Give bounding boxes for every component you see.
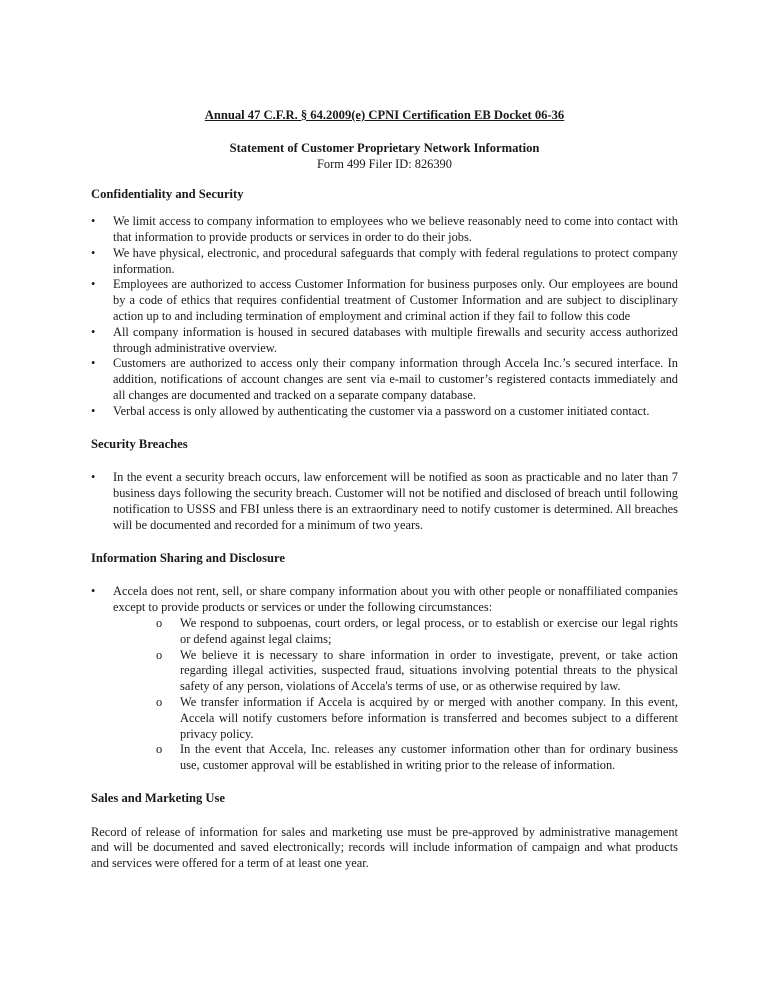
bullet-icon: •	[91, 356, 96, 371]
list-item-text: Verbal access is only allowed by authenticating the customer via a password on a customer initiated contact.	[113, 403, 650, 418]
bullet-icon: •	[91, 470, 96, 485]
document-page	[91, 108, 678, 872]
list-item	[91, 356, 678, 403]
sub-list-item	[113, 648, 678, 695]
list-item-text: We have physical, electronic, and procedural safeguards that comply with federal regulations to protect company information.	[113, 245, 678, 276]
list-item-text: We limit access to company information to employees who we believe reasonably need to come into contact with that information to provide products or services in order to do their jobs.	[113, 214, 678, 244]
bullet-icon: •	[91, 403, 96, 418]
list-item-text: In the event a security breach occurs, law enforcement will be notified as soon as practicable and no later than 7 business days following the security breach. Customer will not be notified and disclosed of breach until following notification to USSS and FBI unless there is an extraordinary need to notify customer is determined. All breaches will be documented and recorded for a minimum of two years.	[113, 470, 678, 532]
heading-information-sharing: Information Sharing and Disclosure	[91, 550, 285, 565]
sub-list-item	[113, 695, 678, 742]
list-item	[91, 404, 678, 420]
filer-id: Form 499 Filer ID: 826390	[317, 156, 452, 171]
list-item-text: Accela does not rent, sell, or share company information about you with other people or nonaffiliated companies except to provide products or services or under the following circumstances:	[113, 584, 678, 615]
document-title: Annual 47 C.F.R. § 64.2009(e) CPNI Certification EB Docket 06-36	[204, 108, 565, 122]
bullet-icon: •	[91, 277, 96, 292]
sub-bullet-icon: o	[156, 694, 163, 709]
list-item	[91, 470, 678, 533]
list-item-text: Employees are authorized to access Customer Information for business purposes only. Our employees are bound by a code of ethics that requires confidential treatment of Customer Information and are subject to disciplinary action up to and including termination of employment and criminal action if they fail to follow this code	[113, 277, 678, 323]
sub-list-item-text: We respond to subpoenas, court orders, or legal process, or to establish or exercise our legal rights or defend against legal claims;	[180, 615, 678, 646]
sub-list-item	[113, 616, 678, 648]
breaches-list	[91, 470, 678, 533]
sharing-list	[91, 584, 678, 774]
sharing-sub-list	[113, 616, 678, 774]
bullet-icon: •	[91, 245, 96, 260]
list-item-text: All company information is housed in secured databases with multiple firewalls and security access authorized through administrative overview.	[113, 324, 678, 355]
list-item	[91, 214, 678, 246]
marketing-paragraph: Record of release of information for sales and marketing use must be pre-approved by administrative management and will be documented and saved electronically; records will include information of campaign and what products and services were offered for a term of at least one year.	[91, 824, 678, 871]
heading-sales-marketing: Sales and Marketing Use	[91, 790, 225, 805]
list-item	[91, 325, 678, 357]
bullet-icon: •	[91, 584, 96, 599]
bullet-icon: •	[91, 214, 96, 229]
sub-list-item	[113, 742, 678, 774]
bullet-icon: •	[91, 324, 96, 339]
sub-list-item-text: In the event that Accela, Inc. releases any customer information other than for ordinary business use, customer approval will be established in writing prior to the release of information.	[180, 742, 678, 773]
list-item	[91, 246, 678, 278]
sub-bullet-icon: o	[156, 647, 163, 662]
sub-bullet-icon: o	[156, 615, 163, 630]
sub-list-item-text: We transfer information if Accela is acquired by or merged with another company. In this event, Accela will notify customers before information is transferred and becomes subject to a different privacy policy.	[180, 694, 678, 741]
list-item	[91, 584, 678, 774]
sub-bullet-icon: o	[156, 742, 163, 757]
list-item-text: Customers are authorized to access only their company information through Accela Inc.’s secured interface. In addition, notifications of account changes are sent via e-mail to customer’s registered contacts immediately and all changes are documented and tracked on a separate company database.	[113, 356, 678, 402]
heading-confidentiality: Confidentiality and Security	[91, 187, 244, 202]
document-subtitle: Statement of Customer Proprietary Network Information	[229, 140, 540, 155]
sub-list-item-text: We believe it is necessary to share information in order to investigate, prevent, or take action regarding illegal activities, suspected fraud, situations involving potential threats to the physical safety of any person, violations of Accela's terms of use, or as otherwise required by law.	[180, 647, 678, 694]
heading-security-breaches: Security Breaches	[91, 436, 188, 451]
list-item	[91, 277, 678, 324]
confidentiality-list	[91, 214, 678, 419]
